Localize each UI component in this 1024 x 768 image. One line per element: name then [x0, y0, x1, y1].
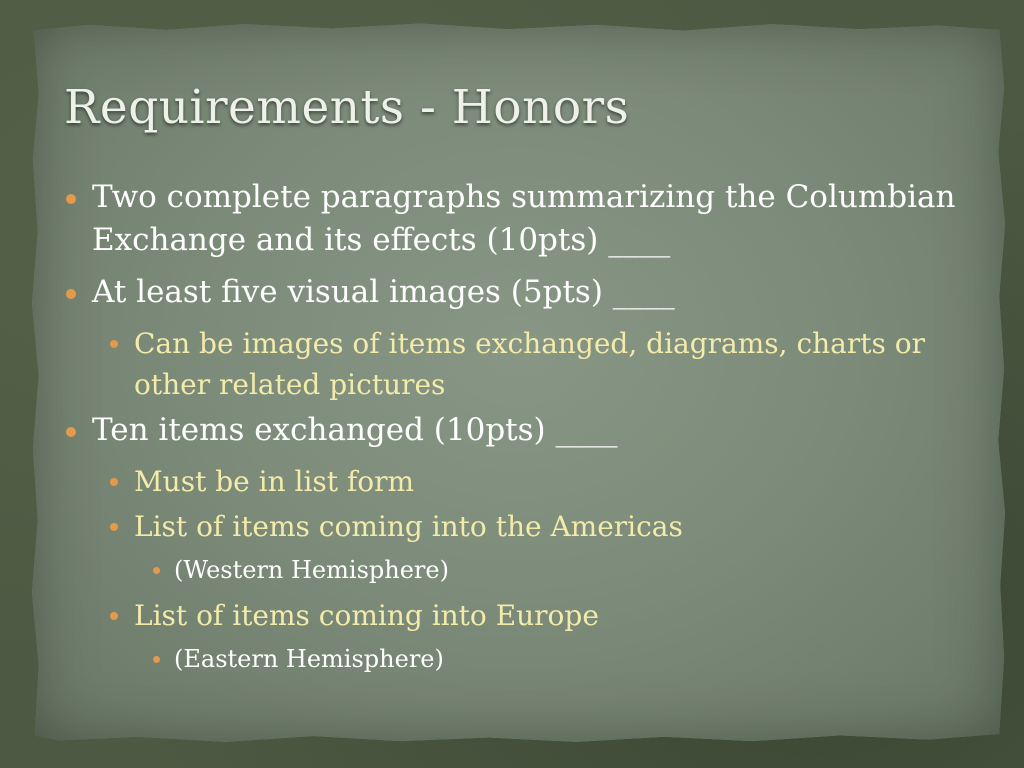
bullet-text: Two complete paragraphs summarizing the Columbian Exchange and its effects (10pts) ____ [92, 179, 956, 258]
bullet-dot-icon [110, 340, 118, 348]
bullet-text: Ten items exchanged (10pts) ____ [92, 412, 618, 448]
sub-sub-bullet-eastern [64, 640, 984, 678]
sub-sub-bullet-western [64, 551, 984, 589]
bullet-dot-icon [110, 523, 118, 531]
sub-bullet-list-form [64, 461, 984, 502]
slide-title: Requirements - Honors [64, 80, 630, 135]
bullet-dot-icon [153, 567, 160, 574]
bullet-items-exchanged [64, 409, 984, 452]
bullet-dot-icon [66, 194, 76, 204]
bullet-text: Must be in list form [134, 465, 415, 498]
bullet-dot-icon [66, 427, 76, 437]
bullet-text: Can be images of items exchanged, diagrams, charts or other related pictures [134, 327, 925, 401]
bullet-list [64, 176, 984, 684]
bullet-text: At least five visual images (5pts) ____ [92, 274, 675, 310]
bullet-visual-images [64, 271, 984, 314]
bullet-text: List of items coming into the Americas [134, 510, 683, 543]
bullet-dot-icon [66, 289, 76, 299]
bullet-text: List of items coming into Europe [134, 599, 599, 632]
bullet-text: (Eastern Hemisphere) [174, 645, 444, 673]
bullet-dot-icon [110, 478, 118, 486]
sub-bullet-americas [64, 506, 984, 547]
bullet-paragraphs [64, 176, 984, 262]
bullet-text: (Western Hemisphere) [174, 556, 449, 584]
bullet-dot-icon [110, 612, 118, 620]
sub-bullet-image-types [64, 323, 984, 405]
bullet-dot-icon [153, 656, 160, 663]
sub-bullet-europe [64, 595, 984, 636]
